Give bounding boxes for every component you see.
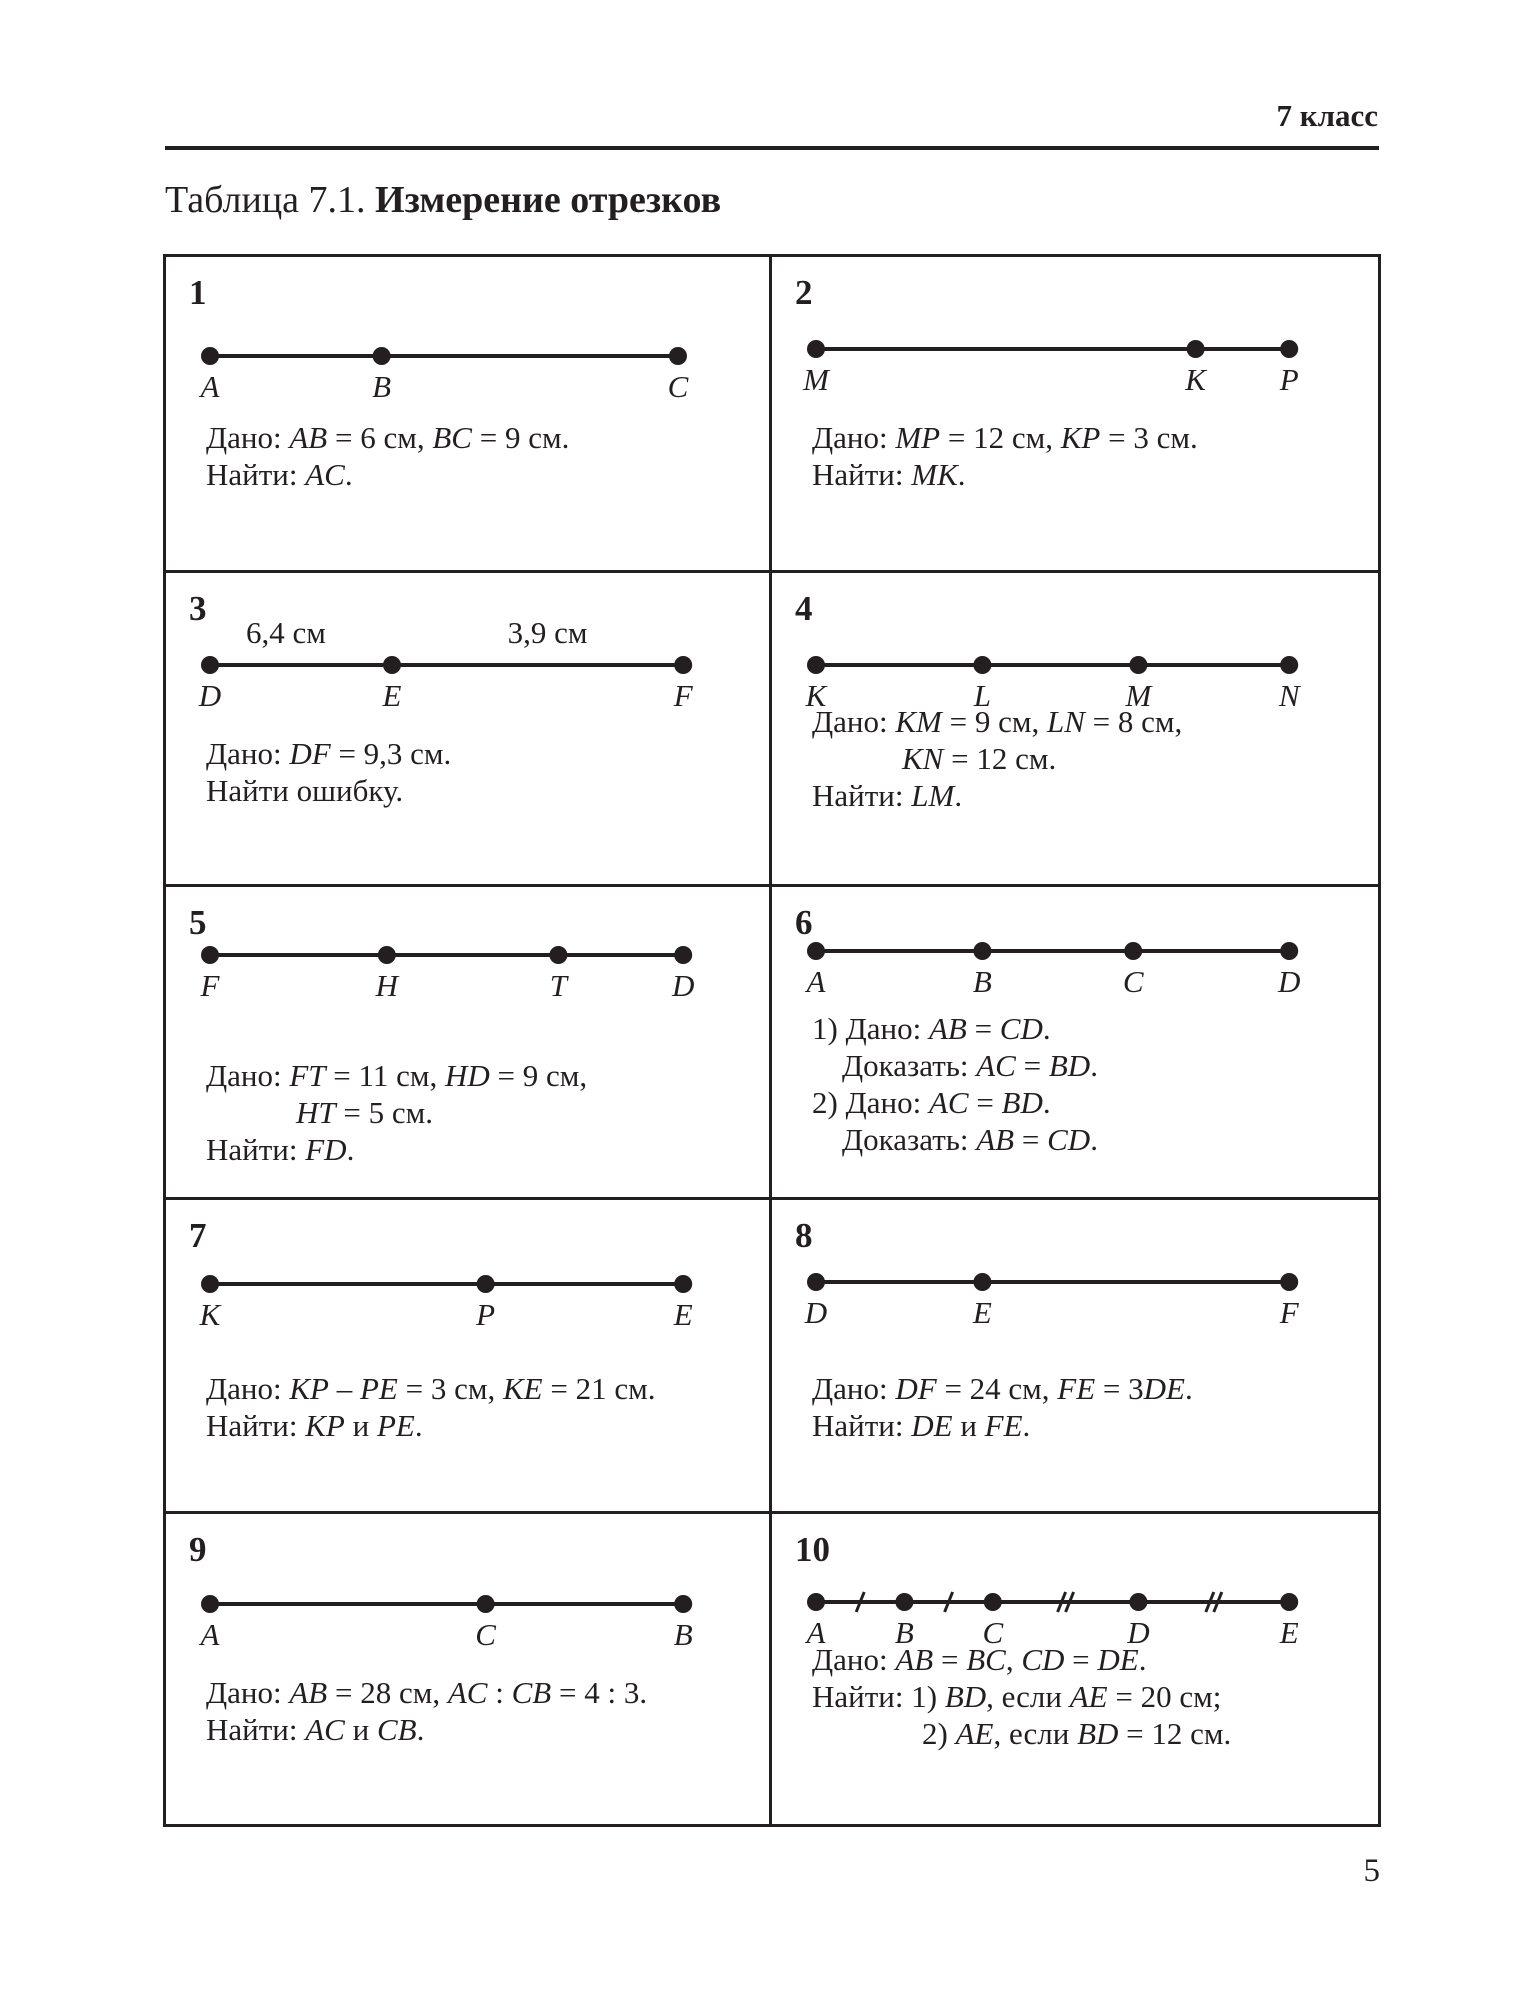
segment-name: FE xyxy=(1057,1371,1096,1406)
segment-name: AB xyxy=(289,1675,328,1710)
problem-line xyxy=(812,419,1198,456)
text-run: Дано: xyxy=(812,1371,896,1406)
segment-name: AB xyxy=(895,1642,934,1677)
text-run: = xyxy=(1014,1122,1048,1157)
text-run: и xyxy=(344,1712,377,1747)
text-run: = xyxy=(1064,1642,1098,1677)
segment-diagram xyxy=(772,257,1377,417)
text-run: = 9 см, xyxy=(941,704,1047,739)
problem-cell-8 xyxy=(772,1200,1377,1513)
problem-text xyxy=(206,1370,655,1444)
point-H xyxy=(378,946,396,964)
segment-name: AB xyxy=(976,1122,1015,1157)
problem-number: 6 xyxy=(795,903,813,942)
segment-name: AC xyxy=(305,1712,345,1747)
text-run: : xyxy=(487,1675,512,1710)
point-label: A xyxy=(806,1615,826,1650)
table-title xyxy=(165,178,721,222)
segment-name: HT xyxy=(296,1095,336,1130)
point-label: M xyxy=(803,362,829,397)
problem-line xyxy=(206,419,569,456)
point-label: F xyxy=(1279,1295,1299,1330)
point-label: B xyxy=(673,1617,693,1652)
point-M xyxy=(1129,656,1147,674)
text-run: = 3 см. xyxy=(1100,420,1198,455)
point-A xyxy=(807,942,825,960)
point-label: A xyxy=(200,369,220,404)
text-run: и xyxy=(952,1408,985,1443)
text-run: 2) xyxy=(922,1716,956,1751)
text-run: Дано: xyxy=(206,736,290,771)
point-label: T xyxy=(549,968,568,1003)
problem-line xyxy=(206,735,451,772)
text-run: . xyxy=(957,457,966,492)
text-run: = 9,3 см. xyxy=(330,736,452,771)
segment-diagram xyxy=(772,1200,1377,1360)
problem-line xyxy=(206,1094,587,1131)
segment-name: DE xyxy=(1097,1642,1139,1677)
text-run: Дано: xyxy=(812,1642,896,1677)
point-A xyxy=(807,1593,825,1611)
text-run: . xyxy=(1138,1642,1147,1677)
point-M xyxy=(807,340,825,358)
point-label: C xyxy=(982,1615,1004,1650)
point-label: A xyxy=(200,1617,220,1652)
point-label: L xyxy=(973,678,992,713)
point-D xyxy=(674,946,692,964)
segment-name: AE xyxy=(1069,1679,1108,1714)
text-run: , если xyxy=(993,1716,1078,1751)
problem-line xyxy=(812,1084,1098,1121)
point-label: K xyxy=(1185,362,1206,397)
point-label: N xyxy=(1278,678,1300,713)
problem-line xyxy=(812,456,1198,493)
segment-diagram xyxy=(166,1514,771,1674)
problem-number: 9 xyxy=(189,1530,207,1569)
segment-name: MP xyxy=(895,420,941,455)
segment-name: PE xyxy=(376,1408,415,1443)
text-run: Найти: xyxy=(812,778,912,813)
text-run: Найти: xyxy=(812,1408,912,1443)
problem-number: 10 xyxy=(795,1530,830,1569)
segment-name: AB xyxy=(928,1011,967,1046)
problem-line xyxy=(206,1131,587,1168)
text-run: Доказать: xyxy=(842,1122,977,1157)
problem-line xyxy=(206,772,451,809)
text-run: . xyxy=(1090,1048,1098,1083)
segment-name: AE xyxy=(955,1716,994,1751)
point-K xyxy=(1187,340,1205,358)
segment-name: KP xyxy=(289,1371,329,1406)
point-label: A xyxy=(806,964,826,999)
text-run: . xyxy=(1184,1371,1193,1406)
point-L xyxy=(973,656,991,674)
point-K xyxy=(807,656,825,674)
segment-name: AC xyxy=(976,1048,1016,1083)
point-B xyxy=(973,942,991,960)
text-run: Найти: xyxy=(206,1712,306,1747)
point-label: D xyxy=(1127,1615,1150,1650)
problem-line xyxy=(812,1121,1098,1158)
table-title-bold: Измерение отрезков xyxy=(375,179,722,221)
point-label: E xyxy=(673,1297,693,1332)
header-rule xyxy=(165,146,1379,150)
text-run: 1) Дано: xyxy=(812,1011,929,1046)
point-F xyxy=(1280,1273,1298,1291)
segment-measure-label: 6,4 см xyxy=(246,615,326,650)
point-D xyxy=(1129,1593,1147,1611)
text-run: Найти: xyxy=(206,1132,306,1167)
problem-cell-2 xyxy=(772,257,1377,570)
problem-line xyxy=(206,1674,647,1711)
point-label: P xyxy=(476,1297,496,1332)
point-C xyxy=(984,1593,1002,1611)
segment-name: DE xyxy=(911,1408,953,1443)
segment-name: PE xyxy=(359,1371,398,1406)
problem-cell-4 xyxy=(772,573,1377,886)
problem-text xyxy=(206,735,451,809)
problem-text xyxy=(812,703,1182,814)
segment-name: AC xyxy=(305,457,345,492)
point-label: B xyxy=(372,369,392,404)
text-run: . xyxy=(416,1712,425,1747)
point-label: P xyxy=(1279,362,1299,397)
problem-cell-6 xyxy=(772,887,1377,1200)
text-run: Доказать: xyxy=(842,1048,977,1083)
text-run: Найти: 1) xyxy=(812,1679,945,1714)
segment-name: KP xyxy=(305,1408,345,1443)
problem-line xyxy=(206,1407,655,1444)
point-C xyxy=(669,347,687,365)
point-B xyxy=(674,1595,692,1613)
problem-number: 7 xyxy=(189,1216,207,1255)
segment-diagram xyxy=(166,887,771,1047)
text-run: Найти: xyxy=(206,457,306,492)
problem-text xyxy=(206,419,569,493)
problem-cell-5 xyxy=(166,887,771,1200)
text-run: = 28 см, xyxy=(327,1675,448,1710)
problem-text xyxy=(812,1010,1098,1158)
problem-number: 8 xyxy=(795,1216,813,1255)
text-run: . xyxy=(414,1408,423,1443)
text-run: = 6 см, xyxy=(327,420,433,455)
point-F xyxy=(674,656,692,674)
point-E xyxy=(973,1273,991,1291)
segment-name: BC xyxy=(432,420,472,455)
problem-line xyxy=(812,703,1182,740)
text-run: = 11 см, xyxy=(325,1058,446,1093)
problem-line xyxy=(812,1407,1193,1444)
point-B xyxy=(373,347,391,365)
text-run: Дано: xyxy=(812,420,896,455)
problem-text xyxy=(812,1641,1231,1752)
text-run: . xyxy=(1022,1408,1031,1443)
problem-text xyxy=(206,1057,587,1168)
segment-name: BD xyxy=(1077,1716,1119,1751)
text-run: , xyxy=(1005,1642,1022,1677)
segment-name: KP xyxy=(1060,420,1101,455)
text-run: = 5 см. xyxy=(335,1095,433,1130)
problem-number: 3 xyxy=(189,589,207,628)
point-E xyxy=(383,656,401,674)
page-number: 5 xyxy=(1363,1853,1380,1889)
problem-cell-1 xyxy=(166,257,771,570)
segment-name: AB xyxy=(289,420,328,455)
text-run: Дано: xyxy=(206,420,290,455)
point-label: C xyxy=(1122,964,1144,999)
segment-name: FD xyxy=(305,1132,347,1167)
segment-name: BD xyxy=(1001,1085,1043,1120)
text-run: и xyxy=(344,1408,377,1443)
point-label: H xyxy=(375,968,398,1003)
text-run: Найти: xyxy=(206,1408,306,1443)
segment-diagram xyxy=(166,1200,771,1360)
text-run: = 12 см, xyxy=(940,420,1061,455)
text-run: = 3 xyxy=(1095,1371,1144,1406)
problem-cell-3 xyxy=(166,573,771,886)
text-run: . xyxy=(1042,1085,1051,1120)
point-label: D xyxy=(672,968,695,1003)
segment-name: BC xyxy=(966,1642,1006,1677)
segment-name: DF xyxy=(289,736,331,771)
problem-line xyxy=(812,1010,1098,1047)
point-P xyxy=(1280,340,1298,358)
segment-name: LN xyxy=(1046,704,1085,739)
text-run: Дано: xyxy=(206,1675,290,1710)
segment-name: AC xyxy=(928,1085,969,1120)
problem-text xyxy=(206,1674,647,1748)
point-K xyxy=(201,1275,219,1293)
text-run: Дано: xyxy=(812,704,896,739)
problem-cell-10 xyxy=(772,1514,1377,1827)
text-run: Найти ошибку. xyxy=(206,773,404,808)
segment-name: FE xyxy=(984,1408,1023,1443)
point-F xyxy=(201,946,219,964)
text-run: = 3 см, xyxy=(397,1371,503,1406)
point-label: K xyxy=(199,1297,221,1332)
point-A xyxy=(201,1595,219,1613)
segment-name: MK xyxy=(911,457,958,492)
text-run: = 4 : 3. xyxy=(551,1675,648,1710)
segment-name: CD xyxy=(1021,1642,1065,1677)
point-D xyxy=(201,656,219,674)
text-run: = xyxy=(1015,1048,1049,1083)
segment-name: KE xyxy=(502,1371,543,1406)
text-run: = 24 см, xyxy=(936,1371,1058,1406)
point-A xyxy=(201,347,219,365)
point-label: B xyxy=(894,1615,914,1650)
point-label: D xyxy=(198,678,222,713)
text-run: . xyxy=(344,457,353,492)
point-label: F xyxy=(673,678,693,713)
point-T xyxy=(549,946,567,964)
point-label: B xyxy=(972,964,992,999)
point-D xyxy=(807,1273,825,1291)
text-run: = 9 см. xyxy=(471,420,570,455)
problem-line xyxy=(206,1370,655,1407)
point-label: D xyxy=(804,1295,828,1330)
point-label: C xyxy=(475,1617,496,1652)
problem-text xyxy=(812,1370,1193,1444)
point-label: E xyxy=(972,1295,992,1330)
text-run: = 20 см; xyxy=(1107,1679,1222,1714)
segment-name: KN xyxy=(902,741,944,776)
problem-line xyxy=(812,1641,1231,1678)
segment-diagram xyxy=(166,573,771,733)
problem-number: 5 xyxy=(189,903,207,942)
text-run: = xyxy=(968,1085,1002,1120)
text-run: . xyxy=(1042,1011,1051,1046)
problem-line xyxy=(206,1711,647,1748)
point-E xyxy=(674,1275,692,1293)
segment-name: CB xyxy=(511,1675,552,1710)
grade-header: 7 класс xyxy=(1276,98,1378,133)
text-run: . xyxy=(346,1132,355,1167)
text-run: Дано: xyxy=(206,1371,290,1406)
problem-line xyxy=(812,1678,1231,1715)
point-C xyxy=(477,1595,495,1613)
segment-name: DF xyxy=(895,1371,937,1406)
segment-name: BD xyxy=(1048,1048,1091,1083)
point-E xyxy=(1280,1593,1298,1611)
segment-name: CD xyxy=(1047,1122,1091,1157)
point-label: K xyxy=(805,678,827,713)
segment-name: HD xyxy=(445,1058,490,1093)
text-run: – xyxy=(328,1371,360,1406)
segment-name: FT xyxy=(289,1058,326,1093)
table-title-prefix: Таблица 7.1. xyxy=(165,179,366,221)
point-D xyxy=(1280,942,1298,960)
point-label: F xyxy=(200,968,220,1003)
segment-name: AC xyxy=(447,1675,488,1710)
segment-name: DE xyxy=(1143,1371,1185,1406)
point-P xyxy=(477,1275,495,1293)
text-run: Дано: xyxy=(206,1058,290,1093)
text-run: = 21 см. xyxy=(542,1371,656,1406)
segment-name: CB xyxy=(376,1712,417,1747)
text-run: = 9 см, xyxy=(489,1058,588,1093)
text-run: = xyxy=(933,1642,967,1677)
problem-line xyxy=(812,777,1182,814)
problem-cell-7 xyxy=(166,1200,771,1513)
problem-line xyxy=(206,456,569,493)
text-run: = 12 см. xyxy=(1118,1716,1232,1751)
text-run: , если xyxy=(986,1679,1070,1714)
point-C xyxy=(1124,942,1142,960)
point-label: C xyxy=(667,369,689,404)
point-label: D xyxy=(1278,964,1301,999)
text-run: = 12 см. xyxy=(943,741,1057,776)
point-label: E xyxy=(382,678,402,713)
segment-name: BD xyxy=(944,1679,987,1714)
segment-diagram xyxy=(166,257,771,417)
point-label: E xyxy=(1279,1615,1299,1650)
problem-number: 2 xyxy=(795,273,813,312)
text-run: = 8 см, xyxy=(1084,704,1183,739)
segment-name: LM xyxy=(911,778,955,813)
problem-number: 4 xyxy=(795,589,813,628)
problem-line xyxy=(812,1715,1231,1752)
problem-cell-9 xyxy=(166,1514,771,1827)
problem-line xyxy=(812,1370,1193,1407)
text-run: 2) Дано: xyxy=(812,1085,929,1120)
problem-text xyxy=(812,419,1198,493)
point-B xyxy=(895,1593,913,1611)
text-run: . xyxy=(954,778,963,813)
segment-measure-label: 3,9 см xyxy=(507,615,588,650)
text-run: Найти: xyxy=(812,457,912,492)
problem-line xyxy=(812,1047,1098,1084)
problem-line xyxy=(812,740,1182,777)
point-label: M xyxy=(1125,678,1152,713)
segment-name: CD xyxy=(999,1011,1043,1046)
point-N xyxy=(1280,656,1298,674)
problem-line xyxy=(206,1057,587,1094)
segment-name: KM xyxy=(895,704,942,739)
text-run: . xyxy=(1090,1122,1098,1157)
text-run: = xyxy=(966,1011,1000,1046)
problem-number: 1 xyxy=(189,273,207,312)
